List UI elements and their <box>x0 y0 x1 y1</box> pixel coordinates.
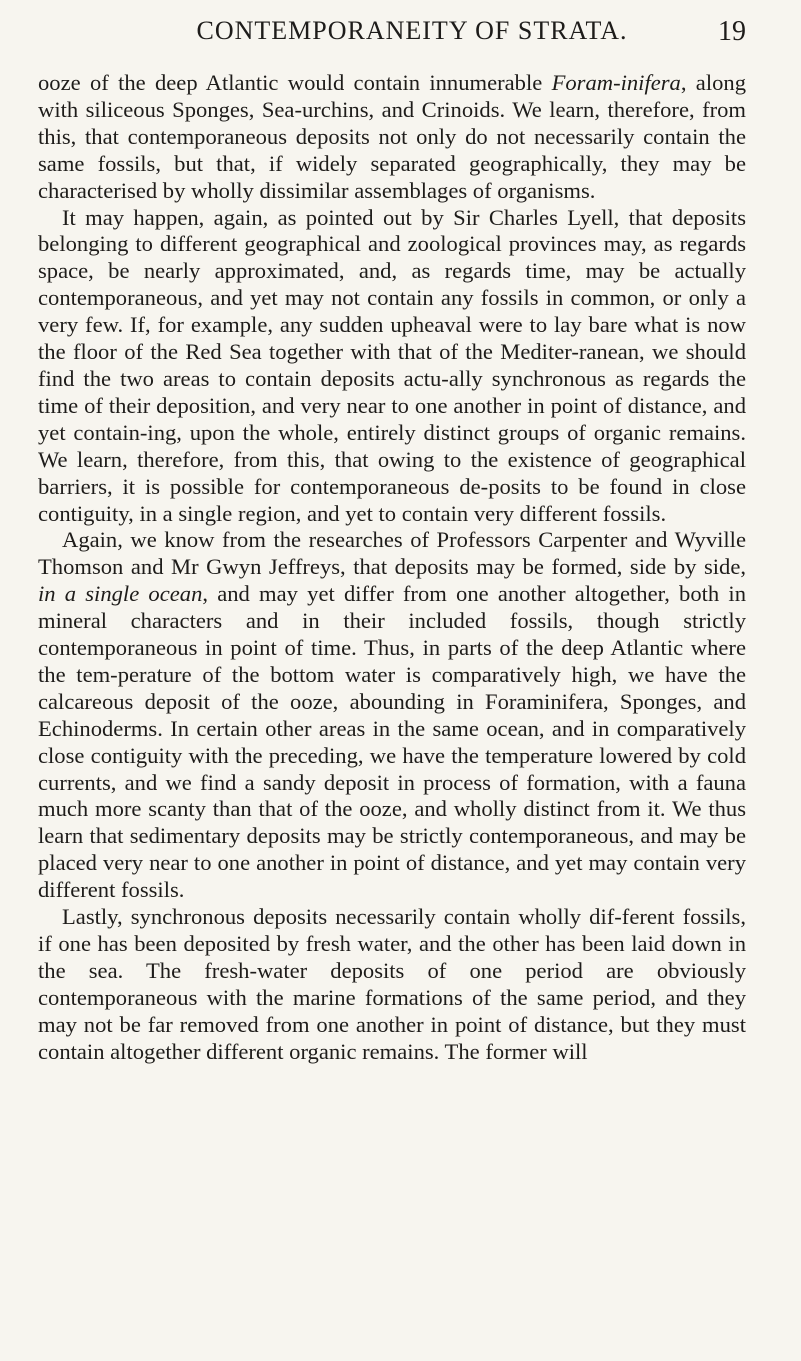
paragraph-2 <box>38 205 746 528</box>
p1-italic-foraminifera: Foram-inifera <box>551 70 681 95</box>
paragraph-4 <box>38 904 746 1065</box>
p1-text-2: , along with siliceous Sponges, Sea-urchins, and Crinoids. We learn, therefore, from this, that contemporaneous deposits not only do not necessarily contain the same fossils, but that, if widely separated geographically, they may be characterised by wholly dissimilar assemblages of organisms. <box>38 70 746 203</box>
running-head: CONTEMPORANEITY OF STRATA. <box>196 16 628 45</box>
p1-text-1: ooze of the deep Atlantic would contain innumerable <box>38 70 552 95</box>
p3-text-1: Again, we know from the researches of Professors Carpenter and Wyville Thomson and Mr Gwyn Jeffreys, that deposits may be formed, side by side, <box>38 527 746 580</box>
page-header <box>38 16 746 56</box>
paragraph-1 <box>38 70 746 205</box>
p4-text-1: Lastly, synchronous deposits necessarily contain wholly dif-ferent fossils, if one has been deposited by fresh water, and the other has been laid down in the sea. The fresh-water deposits of one period are obviously contemporaneous with the marine formations of the same period, and they may not be far removed from one another in point of distance, but they must contain altogether different organic remains. The former will <box>38 904 746 1064</box>
p3-text-2: , and may yet differ from one another altogether, both in mineral characters and in their included fossils, though strictly contemporaneous in point of time. Thus, in parts of the deep Atlantic where the tem-perature of the bottom water is comparatively high, we have the calcareous deposit of the ooze, abounding in Foraminifera, Sponges, and Echinoderms. In certain other areas in the same ocean, and in comparatively close contiguity with the preceding, we have the temperature lowered by cold currents, and we find a sandy deposit in process of formation, with a fauna much more scanty than that of the ooze, and wholly distinct from it. We thus learn that sedimentary deposits may be strictly contemporaneous, and may be placed very near to one another in point of distance, and yet may contain very different fossils. <box>38 581 746 903</box>
paragraph-3 <box>38 527 746 904</box>
body-text <box>38 70 746 1066</box>
p3-italic-single-ocean: in a single ocean <box>38 581 203 607</box>
page-number: 19 <box>718 16 746 47</box>
p2-text-1: It may happen, again, as pointed out by Sir Charles Lyell, that deposits belonging to different geographical and zoological provinces may, as regards space, be nearly approximated, and, as regards time, may be actually contemporaneous, and yet may not contain any fossils in common, or only a very few. If, for example, any sudden upheaval were to lay bare what is now the floor of the Red Sea together with that of the Mediter-ranean, we should find the two areas to contain deposits actu-ally synchronous as regards the time of their deposition, and very near to one another in point of distance, and yet contain-ing, upon the whole, entirely distinct groups of organic remains. We learn, therefore, from this, that owing to the existence of geographical barriers, it is possible for contemporaneous de-posits to be found in close contiguity, in a single region, and yet to contain very different fossils. <box>38 204 746 526</box>
